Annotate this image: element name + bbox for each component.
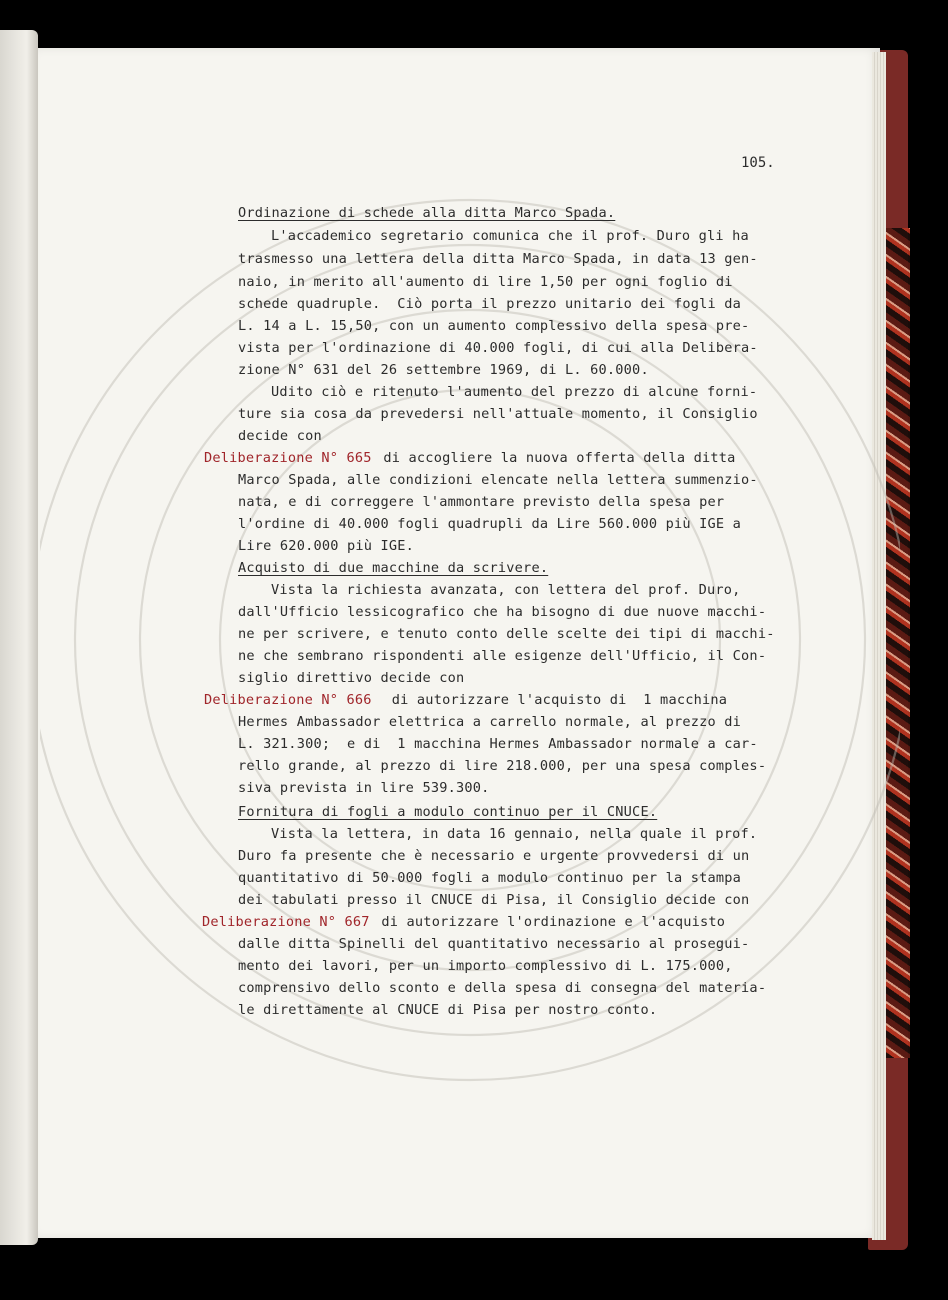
- body-line: zione N° 631 del 26 settembre 1969, di L. 60.000.: [238, 362, 649, 378]
- body-line: L. 14 a L. 15,50, con un aumento complessivo della spesa pre-: [238, 318, 750, 334]
- resolution-line: nata, e di correggere l'ammontare previsto della spesa per: [238, 494, 725, 510]
- section-title-cnuce: Fornitura di fogli a modulo continuo per il CNUCE.: [238, 804, 658, 820]
- resolution-label-667: Deliberazione N° 667: [202, 914, 370, 930]
- marbled-endpaper: [884, 228, 910, 1058]
- body-line: decide con: [238, 428, 322, 444]
- body-line: naio, in merito all'aumento di lire 1,50 per ogni foglio di: [238, 274, 733, 290]
- resolution-line: di accogliere la nuova offerta della ditta: [375, 450, 736, 466]
- body-line: Vista la richiesta avanzata, con lettera del prof. Duro,: [271, 582, 741, 598]
- body-line: L'accademico segretario comunica che il prof. Duro gli ha: [271, 228, 749, 244]
- section-title-macchine: Acquisto di due macchine da scrivere.: [238, 560, 549, 576]
- resolution-line: le direttamente al CNUCE di Pisa per nostro conto.: [238, 1002, 658, 1018]
- body-line: ture sia cosa da prevedersi nell'attuale momento, il Consiglio: [238, 406, 758, 422]
- resolution-line: di autorizzare l'ordinazione e l'acquisto: [373, 914, 726, 930]
- resolution-line: Lire 620.000 più IGE.: [238, 538, 415, 554]
- body-line: Duro fa presente che è necessario e urgente provvedersi di un: [238, 848, 750, 864]
- body-line: trasmesso una lettera della ditta Marco Spada, in data 13 gen-: [238, 251, 758, 267]
- page-number: 105.: [741, 155, 775, 171]
- body-line: dei tabulati presso il CNUCE di Pisa, il Consiglio decide con: [238, 892, 750, 908]
- body-line: schede quadruple. Ciò porta il prezzo unitario dei fogli da: [238, 296, 742, 312]
- resolution-line: comprensivo dello sconto e della spesa di consegna del materia-: [238, 980, 767, 996]
- body-line: siglio direttivo decide con: [238, 670, 465, 686]
- section-title-schede: Ordinazione di schede alla ditta Marco Spada.: [238, 205, 616, 221]
- body-line: ne per scrivere, e tenuto conto delle scelte dei tipi di macchi-: [238, 626, 775, 642]
- resolution-label-665: Deliberazione N° 665: [204, 450, 372, 466]
- resolution-line: siva prevista in lire 539.300.: [238, 780, 490, 796]
- body-line: vista per l'ordinazione di 40.000 fogli, di cui alla Delibera-: [238, 340, 758, 356]
- body-line: Udito ciò e ritenuto l'aumento del prezzo di alcune forni-: [271, 384, 758, 400]
- body-line: dall'Ufficio lessicografico che ha bisogno di due nuove macchi-: [238, 604, 767, 620]
- resolution-line: dalle ditta Spinelli del quantitativo necessario al prosegui-: [238, 936, 750, 952]
- body-line: ne che sembrano rispondenti alle esigenze dell'Ufficio, il Con-: [238, 648, 767, 664]
- resolution-label-666: Deliberazione N° 666: [204, 692, 372, 708]
- resolution-line: mento dei lavori, per un importo complessivo di L. 175.000,: [238, 958, 733, 974]
- resolution-line: di autorizzare l'acquisto di 1 macchina: [375, 692, 728, 708]
- resolution-line: rello grande, al prezzo di lire 218.000, per una spesa comples-: [238, 758, 767, 774]
- left-page-edge: [0, 30, 38, 1245]
- body-line: Vista la lettera, in data 16 gennaio, nella quale il prof.: [271, 826, 758, 842]
- page-block-edge: [872, 52, 886, 1240]
- resolution-line: Marco Spada, alle condizioni elencate nella lettera summenzio-: [238, 472, 758, 488]
- resolution-line: l'ordine di 40.000 fogli quadrupli da Lire 560.000 più IGE a: [238, 516, 742, 532]
- body-line: quantitativo di 50.000 fogli a modulo continuo per la stampa: [238, 870, 742, 886]
- resolution-line: Hermes Ambassador elettrica a carrello normale, al prezzo di: [238, 714, 742, 730]
- resolution-line: L. 321.300; e di 1 macchina Hermes Ambassador normale a car-: [238, 736, 758, 752]
